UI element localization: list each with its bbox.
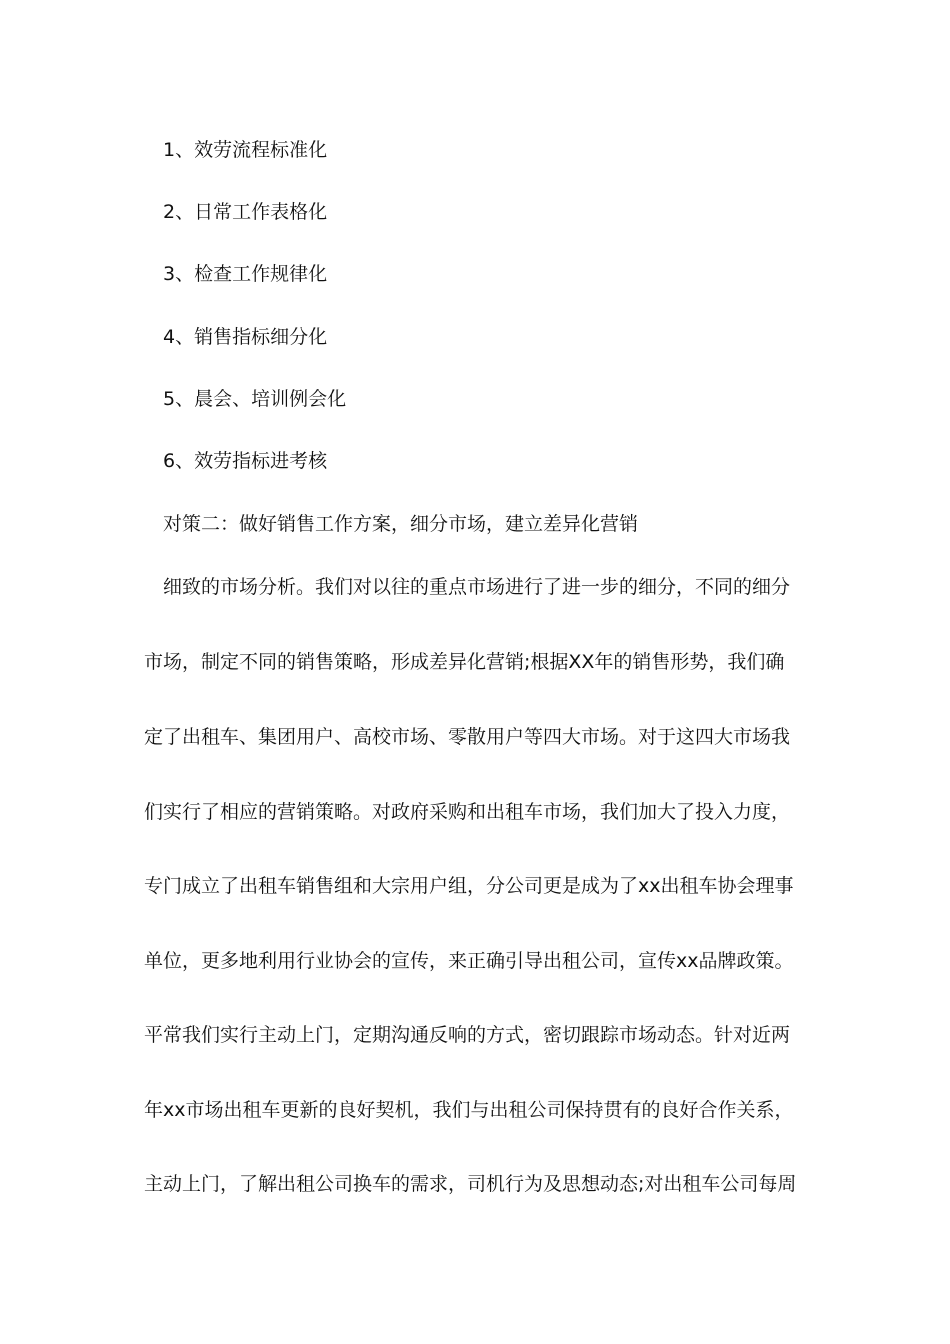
paragraph-line: 市场，制定不同的销售策略，形成差异化营销;根据XX年的销售形势，我们确 [144,651,785,673]
paragraph-line: 平常我们实行主动上门，定期沟通反响的方式，密切跟踪市场动态。针对近两 [144,1024,791,1046]
paragraph-line: 单位，更多地利用行业协会的宣传，来正确引导出租公司，宣传xx品牌政策。 [144,950,794,972]
list-item: 3、检查工作规律化 [163,263,328,285]
paragraph-line: 年xx市场出租车更新的良好契机，我们与出租公司保持贯有的良好合作关系， [144,1099,794,1121]
list-item: 1、效劳流程标准化 [163,139,328,161]
list-item: 2、日常工作表格化 [163,201,328,223]
list-item: 5、晨会、培训例会化 [163,388,347,410]
paragraph-line: 们实行了相应的营销策略。对政府采购和出租车市场，我们加大了投入力度， [144,801,791,823]
paragraph-line: 细致的市场分析。我们对以往的重点市场进行了进一步的细分，不同的细分 [163,576,791,598]
paragraph-line: 主动上门，了解出租公司换车的需求，司机行为及思想动态;对出租车公司每周 [144,1173,797,1195]
section-heading: 对策二：做好销售工作方案，细分市场，建立差异化营销 [163,513,639,535]
paragraph-line: 专门成立了出租车销售组和大宗用户组，分公司更是成为了xx出租车协会理事 [144,875,794,897]
paragraph-line: 定了出租车、集团用户、高校市场、零散用户等四大市场。对于这四大市场我 [144,726,791,748]
list-item: 6、效劳指标进考核 [163,450,328,472]
list-item: 4、销售指标细分化 [163,326,328,348]
